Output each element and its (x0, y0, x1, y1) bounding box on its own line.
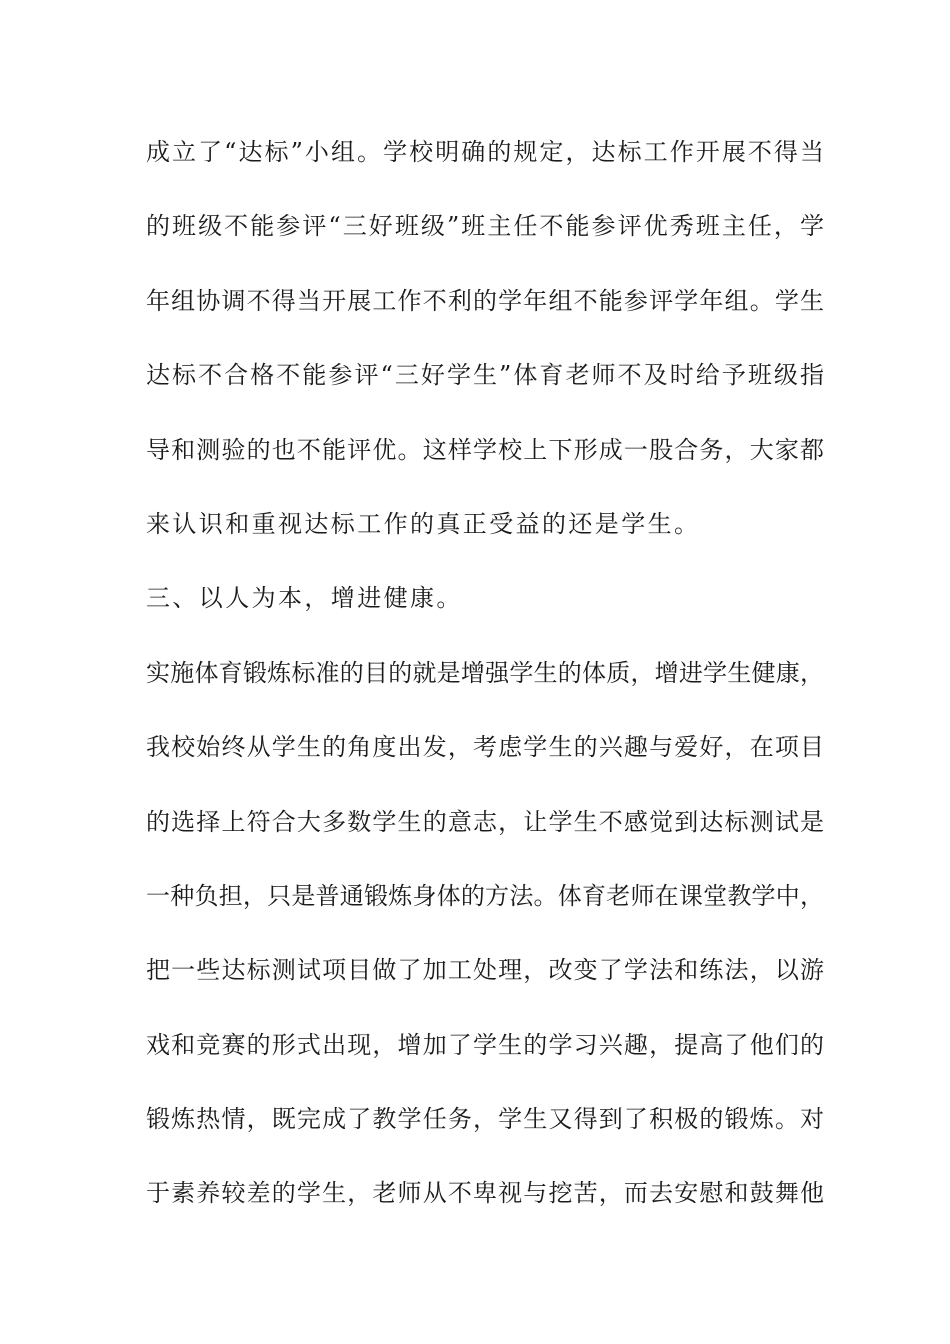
text-line: 实施体育锻炼标准的目的就是增强学生的体质，增进学生健康， (146, 658, 824, 687)
text-line: 来认识和重视达标工作的真正受益的还是学生。 (146, 509, 701, 538)
text-line: 成立了“达标”小组。学校明确的规定，达标工作开展不得当 (146, 138, 824, 166)
text-line: 锻炼热情，既完成了教学任务，学生又得到了积极的锻炼。对 (146, 1105, 824, 1134)
text-line: 年组协调不得当开展工作不利的学年组不能参评学年组。学生 (146, 286, 824, 315)
text-line: 一种负担，只是普通锻炼身体的方法。体育老师在课堂教学中， (146, 881, 824, 910)
text-line: 我校始终从学生的角度出发，考虑学生的兴趣与爱好，在项目 (146, 733, 824, 762)
section-heading: 三、以人为本，增进健康。 (146, 584, 463, 613)
text-line: 把一些达标测试项目做了加工处理，改变了学法和练法，以游 (146, 956, 824, 985)
text-line: 导和测验的也不能评优。这样学校上下形成一股合务，大家都 (146, 435, 824, 464)
body-text (146, 130, 836, 1246)
text-line: 的选择上符合大多数学生的意志，让学生不感觉到达标测试是 (146, 807, 824, 836)
text-line: 达标不合格不能参评“三好学生”体育老师不及时给予班级指 (146, 361, 824, 390)
text-line: 戏和竞赛的形式出现，增加了学生的学习兴趣，提高了他们的 (146, 1030, 824, 1059)
text-line: 的班级不能参评“三好班级”班主任不能参评优秀班主任，学 (146, 212, 824, 241)
text-line: 于素养较差的学生，老师从不卑视与挖苦，而去安慰和鼓舞他 (146, 1179, 824, 1208)
